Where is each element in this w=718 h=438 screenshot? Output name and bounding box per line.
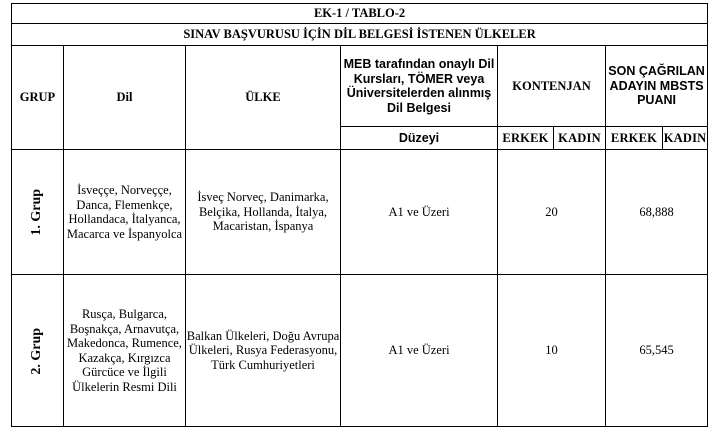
header-son-erkek: ERKEK [606, 127, 663, 150]
grup-cell [12, 150, 64, 275]
header-kontenjan-kadin: KADIN [554, 127, 606, 150]
table-row [12, 150, 708, 275]
country-language-table [11, 3, 708, 427]
puan-cell: 65,545 [606, 275, 708, 427]
table-subtitle: SINAV BAŞVURUSU İÇİN DİL BELGESİ İSTENEN ÜLKELER [12, 24, 708, 46]
header-grup: GRUP [12, 46, 64, 150]
kontenjan-cell: 10 [498, 275, 606, 427]
header-kontenjan-erkek: ERKEK [498, 127, 554, 150]
header-son-kadin: KADIN [663, 127, 708, 150]
header-son-puan: SON ÇAĞRILAN ADAYIN MBSTS PUANI [606, 46, 708, 127]
dil-cell: İsveççe, Norveççe, Danca, Flemenkçe, Hollandaca, İtalyanca, Macarca ve İspanyolca [64, 150, 186, 275]
duzey-cell: A1 ve Üzeri [341, 275, 498, 427]
header-duzeyi: Düzeyi [341, 127, 498, 150]
header-meb: MEB tarafından onaylı Dil Kursları, TÖMER veya Üniversitelerden alınmış Dil Belgesi [341, 46, 498, 127]
header-ulke: ÜLKE [186, 46, 341, 150]
table-row [12, 275, 708, 427]
ulke-cell: Balkan Ülkeleri, Doğu Avrupa Ülkeleri, Rusya Federasyonu, Türk Cumhuriyetleri [186, 275, 341, 427]
duzey-cell: A1 ve Üzeri [341, 150, 498, 275]
grup-label: 2. Grup [29, 327, 45, 375]
header-kontenjan: KONTENJAN [498, 46, 606, 127]
puan-cell: 68,888 [606, 150, 708, 275]
table-title: EK-1 / TABLO-2 [12, 4, 708, 24]
ulke-cell: İsveç Norveç, Danimarka, Belçika, Hollanda, İtalya, Macaristan, İspanya [186, 150, 341, 275]
grup-label: 1. Grup [29, 189, 45, 236]
header-dil: Dil [64, 46, 186, 150]
kontenjan-cell: 20 [498, 150, 606, 275]
dil-cell: Rusça, Bulgarca, Boşnakça, Arnavutça, Makedonca, Rumence, Kazakça, Kırgızca Gürcüce ve İlgili Ülkelerin Resmi Dili [64, 275, 186, 427]
grup-cell [12, 275, 64, 427]
